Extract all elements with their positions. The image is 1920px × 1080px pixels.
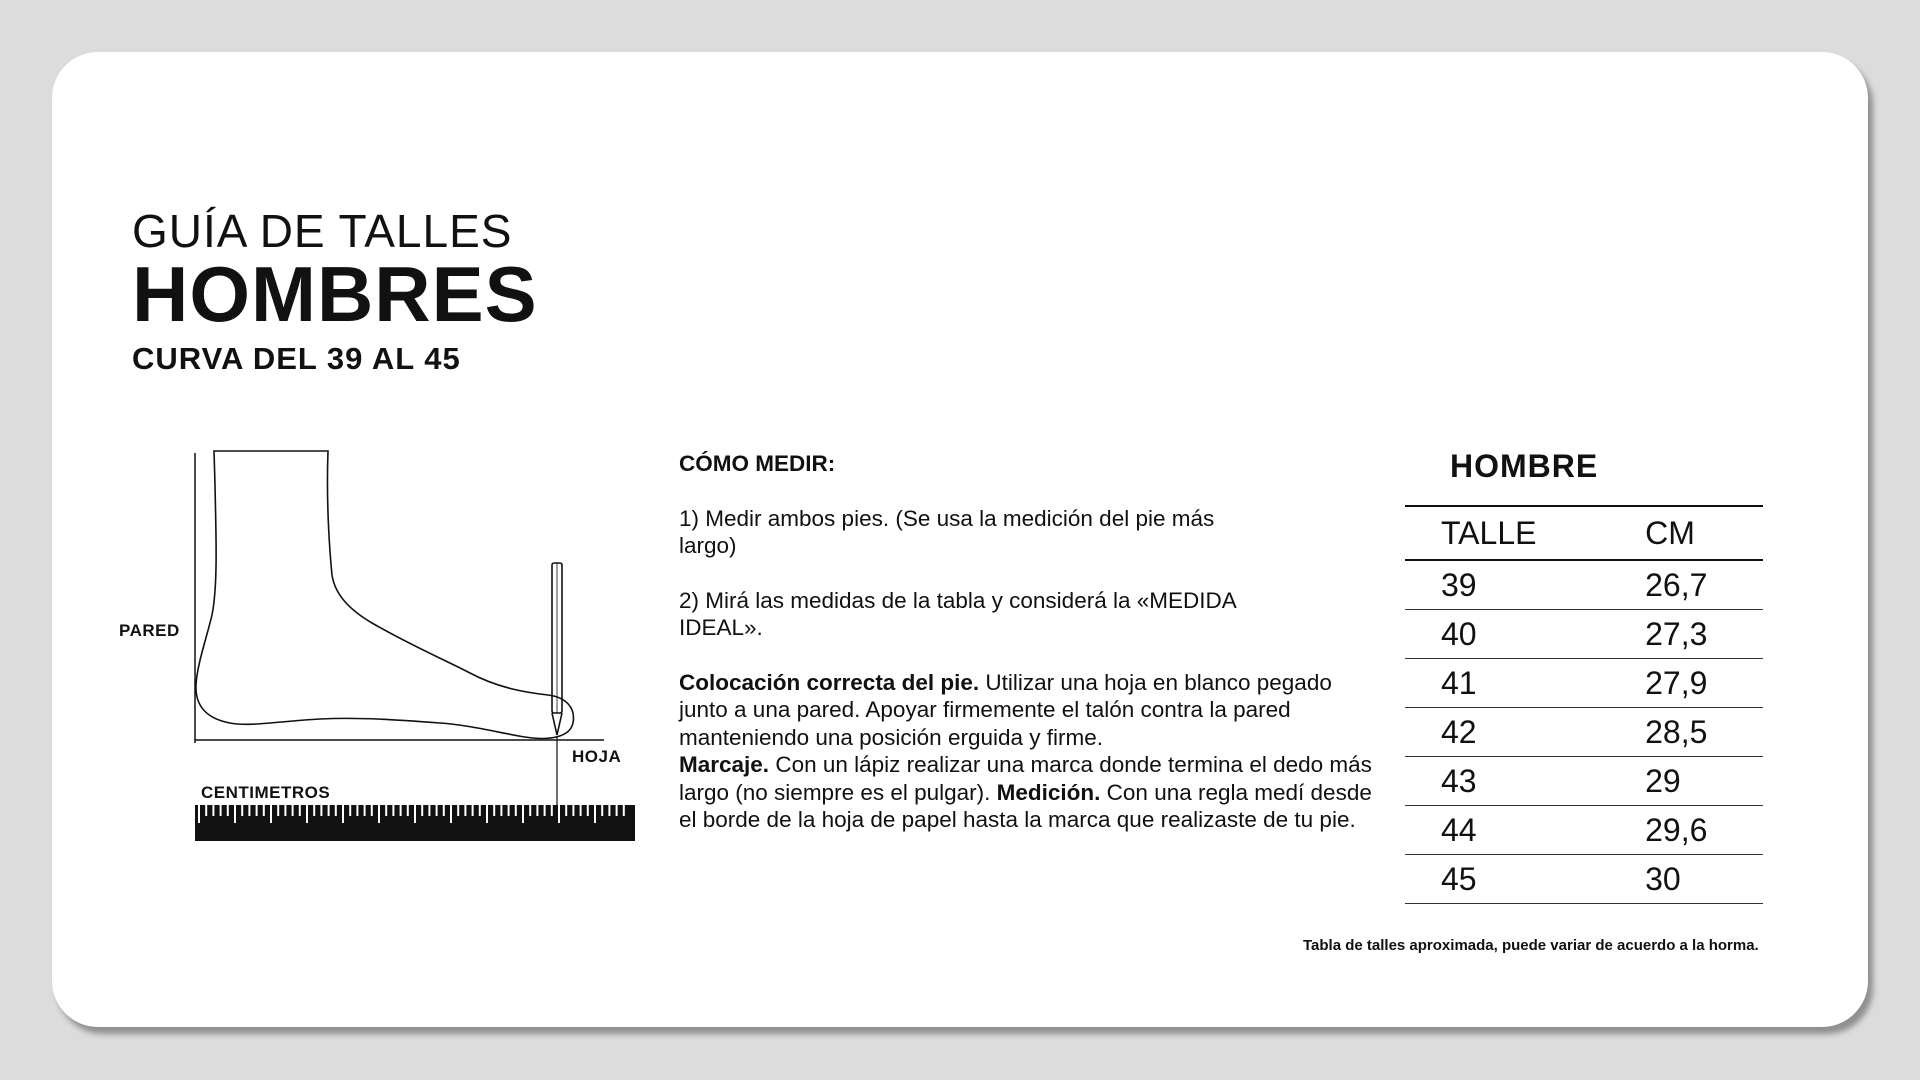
size-cell: 43 [1405,757,1623,806]
cm-cell: 26,7 [1623,560,1763,610]
size-cell: 40 [1405,610,1623,659]
table-row [1405,806,1763,855]
pencil-icon [552,563,562,735]
size-cell: 39 [1405,560,1623,610]
placement-title: Colocación correcta del pie. [679,669,980,695]
cm-cell: 30 [1623,855,1763,904]
cm-cell: 27,3 [1623,610,1763,659]
table-row [1405,659,1763,708]
table-row [1405,610,1763,659]
ruler-label: CENTIMETROS [201,783,331,802]
table-row [1405,855,1763,904]
size-table [1405,505,1763,904]
howto-step2: 2) Mirá las medidas de la tabla y considerá la «MEDIDA IDEAL». [679,587,1236,640]
howto-instructions [679,669,1379,834]
measuring-text: Con una regla medí desde el borde de la hoja de papel hasta la marca que realizaste de tu pie. [679,779,1372,832]
cm-cell: 27,9 [1623,659,1763,708]
size-cell: 45 [1405,855,1623,904]
cm-cell: 29,6 [1623,806,1763,855]
footnote: Tabla de talles aproximada, puede variar de acuerdo a la horma. [1303,937,1759,954]
table-row [1405,560,1763,610]
size-cell: 41 [1405,659,1623,708]
table-row [1405,708,1763,757]
cm-cell: 29 [1623,757,1763,806]
marking-title: Marcaje. [679,752,770,777]
foot-illustration [110,445,650,845]
size-cell: 42 [1405,708,1623,757]
header [132,205,538,379]
sheet-label: HOJA [572,747,622,766]
table-row [1405,757,1763,806]
howto-heading: CÓMO MEDIR: [679,451,836,476]
size-table-header [1405,506,1763,560]
placement-text: Utilizar una hoja en blanco pegado junto a una pared. Apoyar firmemente el talón contra la pared manteniendo una posición erguida y firme. [679,669,1332,750]
how-to-measure [679,450,1379,834]
measuring-title: Medición. [996,779,1101,805]
subtitle: CURVA DEL 39 AL 45 [132,341,461,376]
foot-measure-diagram [110,445,650,845]
title-line1: GUÍA DE TALLES [132,205,513,257]
size-cell: 44 [1405,806,1623,855]
foot-outline [196,451,574,738]
wall-label: PARED [119,621,180,640]
cm-cell: 28,5 [1623,708,1763,757]
howto-step1: 1) Medir ambos pies. (Se usa la medición del pie más largo) [679,505,1215,558]
size-table-title: HOMBRE [1450,448,1599,484]
col-cm-header: CM [1623,506,1763,560]
marking-text: Con un lápiz realizar una marca donde termina el dedo más largo (no siempre es el pulgar). [679,752,1372,805]
title-line2: HOMBRES [132,250,538,338]
col-size-header: TALLE [1405,506,1623,560]
